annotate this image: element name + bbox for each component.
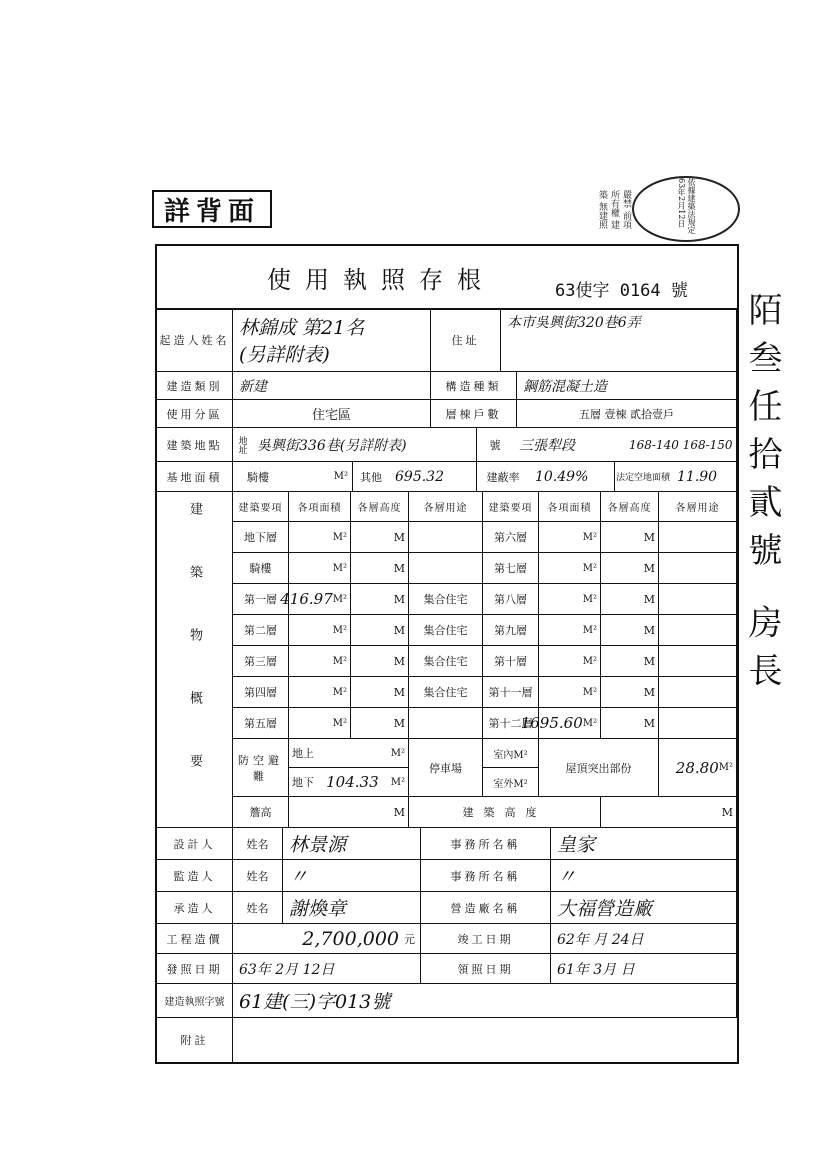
right-floor-use: [659, 584, 737, 615]
col-header-4: 建築要項: [483, 492, 539, 522]
right-floor-use: [659, 522, 737, 553]
receive-value: 61年 3月 日: [551, 954, 737, 984]
coverage-label: 建蔽率: [477, 462, 529, 492]
left-floor-item: 騎樓: [233, 553, 289, 584]
right-floor-height: M: [601, 553, 659, 584]
building-height-value: M: [601, 797, 737, 828]
shelter-below: [289, 768, 408, 796]
left-floor-area: [289, 708, 351, 739]
left-floor-height: M: [351, 677, 409, 708]
roof-value-number: 28.80: [675, 758, 719, 777]
shelter-below-label: 地下: [292, 776, 314, 789]
right-floor-area: [539, 584, 601, 615]
floor-table: [233, 492, 737, 828]
seal-line-1: 嚴禁: [621, 190, 631, 208]
other-label: 其他: [353, 462, 389, 492]
supervisor-name: 〃: [283, 860, 421, 892]
cost-unit: 元: [399, 924, 421, 954]
eave-label: 簷高: [233, 797, 289, 828]
unit-m2: M²: [582, 562, 597, 574]
left-floor-height: M: [351, 615, 409, 646]
builder-label: 起造人姓名: [157, 308, 233, 372]
right-floor-use: [659, 708, 737, 739]
left-floor-area: [289, 677, 351, 708]
unit-m2: M²: [390, 747, 405, 759]
right-margin-handwriting: 陌叁任拾貳號 房長: [742, 292, 782, 701]
builder-name-note: (另詳附表): [239, 343, 330, 366]
site-value: 吳興街336巷(另詳附表): [251, 428, 477, 462]
col-header-7: 各層用途: [659, 492, 737, 522]
other-value: 695.32: [389, 462, 477, 492]
structure-label: 構造種類: [431, 372, 517, 400]
left-floor-use: [409, 522, 483, 553]
designer-name: 林景源: [283, 828, 421, 860]
seal-vertical-text: [512, 190, 632, 236]
unit-m2: M²: [332, 562, 347, 574]
category-value: 新建: [233, 372, 431, 400]
cost-label: 工程造價: [157, 924, 233, 954]
issue-value: 63年 2月 12日: [233, 954, 421, 984]
unit-m2: M²: [582, 655, 597, 667]
lot-numbers: 168-140 168-150: [623, 428, 737, 462]
designer-office: 皇家: [551, 828, 737, 860]
right-floor-area: [539, 615, 601, 646]
designer-office-label: 事務所名稱: [421, 828, 551, 860]
permit-stub-form: [155, 244, 739, 1064]
supervisor-label: 監造人: [157, 860, 233, 892]
receive-label: 領照日期: [421, 954, 551, 984]
roof-label: 屋頂突出部份: [539, 739, 659, 797]
title-row: [157, 246, 737, 310]
right-floor-item: 第六層: [483, 522, 539, 553]
left-floor-area: [289, 522, 351, 553]
shelter-label: 防空避難: [233, 739, 289, 797]
right-floor-use: [659, 553, 737, 584]
seal-line-5: 無建照: [597, 201, 607, 229]
left-floor-item: 地下層: [233, 522, 289, 553]
right-floor-item: 第十二層: [483, 708, 539, 739]
zone-label: 使用分區: [157, 400, 233, 428]
right-floor-area: [539, 553, 601, 584]
col-header-2: 各層高度: [351, 492, 409, 522]
designer-label: 設計人: [157, 828, 233, 860]
unit-m2: M²: [332, 624, 347, 636]
shelter-above-label: 地上: [292, 747, 314, 760]
col-header-1: 各項面積: [289, 492, 351, 522]
right-floor-use: [659, 646, 737, 677]
unit-m2: M²: [332, 686, 347, 698]
left-floor-use: 集合住宅: [409, 615, 483, 646]
completion-value: 62年 月 24日: [551, 924, 737, 954]
right-floor-height: M: [601, 708, 659, 739]
floors-value: 五層 壹棟 貳拾壹戶: [517, 400, 737, 428]
left-floor-area: [289, 553, 351, 584]
unit-m2: M²: [582, 717, 597, 729]
left-floor-use: 集合住宅: [409, 646, 483, 677]
left-floor-area-value: 416.97: [280, 590, 333, 608]
building-height-label: 建築高度: [409, 797, 601, 828]
left-floor-item: 第二層: [233, 615, 289, 646]
left-floor-use: [409, 553, 483, 584]
left-floor-area: [289, 646, 351, 677]
left-floor-area: [280, 584, 351, 615]
unit-m2: M²: [332, 531, 347, 543]
right-floor-height: M: [601, 584, 659, 615]
left-floor-item: 第四層: [233, 677, 289, 708]
left-floor-item: 第五層: [233, 708, 289, 739]
right-floor-height: M: [601, 677, 659, 708]
arcade-unit: M²: [283, 462, 353, 492]
seal-line-4: 建築: [597, 190, 619, 229]
floors-label: 層棟戶數: [431, 400, 517, 428]
unit-m2: M²: [582, 593, 597, 605]
contractor-name: 謝煥章: [283, 892, 421, 924]
left-floor-height: M: [351, 522, 409, 553]
unit-m2: M²: [390, 776, 405, 788]
coverage-value: 10.49%: [529, 462, 615, 492]
parking-values: [483, 739, 539, 797]
right-floor-item: 第十一層: [483, 677, 539, 708]
lot-label: 號: [477, 428, 513, 462]
open-space-value: 11.90: [671, 462, 737, 492]
address-value: 本市吳興街320巷6弄: [501, 308, 737, 372]
issue-label: 發照日期: [157, 954, 233, 984]
col-header-3: 各層用途: [409, 492, 483, 522]
parking-outdoor: 室外M²: [493, 778, 528, 790]
right-floor-height: M: [601, 615, 659, 646]
right-floor-height: M: [601, 646, 659, 677]
col-header-0: 建築要項: [233, 492, 289, 522]
right-floor-item: 第七層: [483, 553, 539, 584]
left-floor-height: M: [351, 708, 409, 739]
left-floor-area: [289, 615, 351, 646]
right-floor-item: 第十層: [483, 646, 539, 677]
right-floor-item: 第八層: [483, 584, 539, 615]
seal-line-2: 前項: [621, 210, 631, 229]
base-area-label: 基地面積: [157, 462, 233, 492]
serial-number: 63使字 0164 號: [555, 281, 688, 301]
detail-reverse-stamp: 詳背面: [152, 190, 272, 228]
left-floor-use: [409, 708, 483, 739]
remarks-value: [233, 1018, 737, 1062]
lot-value: 三張犁段: [513, 428, 623, 462]
parking-label: 停車場: [409, 739, 483, 797]
completion-label: 竣工日期: [421, 924, 551, 954]
open-space-label: 法定空地面積: [615, 462, 671, 492]
designer-name-label: 姓名: [233, 828, 283, 860]
right-floor-use: [659, 615, 737, 646]
right-floor-area: [539, 646, 601, 677]
site-label: 建築地點: [157, 428, 233, 462]
contractor-firm-label: 營造廠名稱: [421, 892, 551, 924]
official-seal: 依據建築法規定 63年2月12日: [632, 176, 740, 242]
category-label: 建造類別: [157, 372, 233, 400]
left-floor-item: 第一層: [233, 584, 289, 615]
left-floor-use: 集合住宅: [409, 677, 483, 708]
right-floor-use: [659, 677, 737, 708]
unit-m2: M²: [582, 686, 597, 698]
contractor-firm: 大福營造廠: [551, 892, 737, 924]
builder-value: [233, 308, 431, 372]
arcade-label: 騎樓: [233, 462, 283, 492]
left-floor-item: 第三層: [233, 646, 289, 677]
right-floor-area: [539, 522, 601, 553]
supervisor-office-label: 事務所名稱: [421, 860, 551, 892]
left-floor-height: M: [351, 646, 409, 677]
building-overview-label: 建築物概要: [157, 492, 233, 828]
form-title: 使用執照存根: [267, 266, 495, 294]
contractor-label: 承造人: [157, 892, 233, 924]
roof-value: [659, 739, 737, 797]
right-floor-area: [520, 708, 601, 739]
supervisor-name-label: 姓名: [233, 860, 283, 892]
unit-m2: M²: [582, 624, 597, 636]
zone-value: 住宅區: [233, 400, 431, 428]
permit-no-label: 建造執照字號: [157, 984, 233, 1018]
unit-m2: M²: [332, 717, 347, 729]
remarks-label: 附註: [157, 1018, 233, 1062]
right-floor-height: M: [601, 522, 659, 553]
left-floor-height: M: [351, 584, 409, 615]
left-floor-height: M: [351, 553, 409, 584]
parking-indoor: 室內M²: [483, 739, 538, 768]
builder-name: 林錦成 第21名: [239, 316, 365, 339]
shelter-values: [289, 739, 409, 797]
structure-value: 鋼筋混凝土造: [517, 372, 737, 400]
cost-value: 2,700,000: [233, 924, 399, 954]
col-header-6: 各層高度: [601, 492, 659, 522]
shelter-above: [289, 739, 408, 768]
seal-line-3: 所有權: [609, 190, 619, 217]
address-label: 住址: [431, 308, 501, 372]
permit-no-value: 61建(三)字013號: [233, 984, 737, 1018]
unit-m2: M²: [332, 593, 347, 605]
unit-m2: M²: [332, 655, 347, 667]
col-header-5: 各項面積: [539, 492, 601, 522]
eave-value: M: [289, 797, 409, 828]
site-prefix: 地址: [233, 428, 251, 462]
left-floor-use: 集合住宅: [409, 584, 483, 615]
contractor-name-label: 姓名: [233, 892, 283, 924]
shelter-below-value: 104.33: [326, 773, 379, 791]
unit-m2: M²: [718, 762, 733, 773]
unit-m2: M²: [582, 531, 597, 543]
right-floor-item: 第九層: [483, 615, 539, 646]
supervisor-office: 〃: [551, 860, 737, 892]
right-floor-area: [539, 677, 601, 708]
right-floor-area-value: 1695.60: [520, 714, 583, 732]
